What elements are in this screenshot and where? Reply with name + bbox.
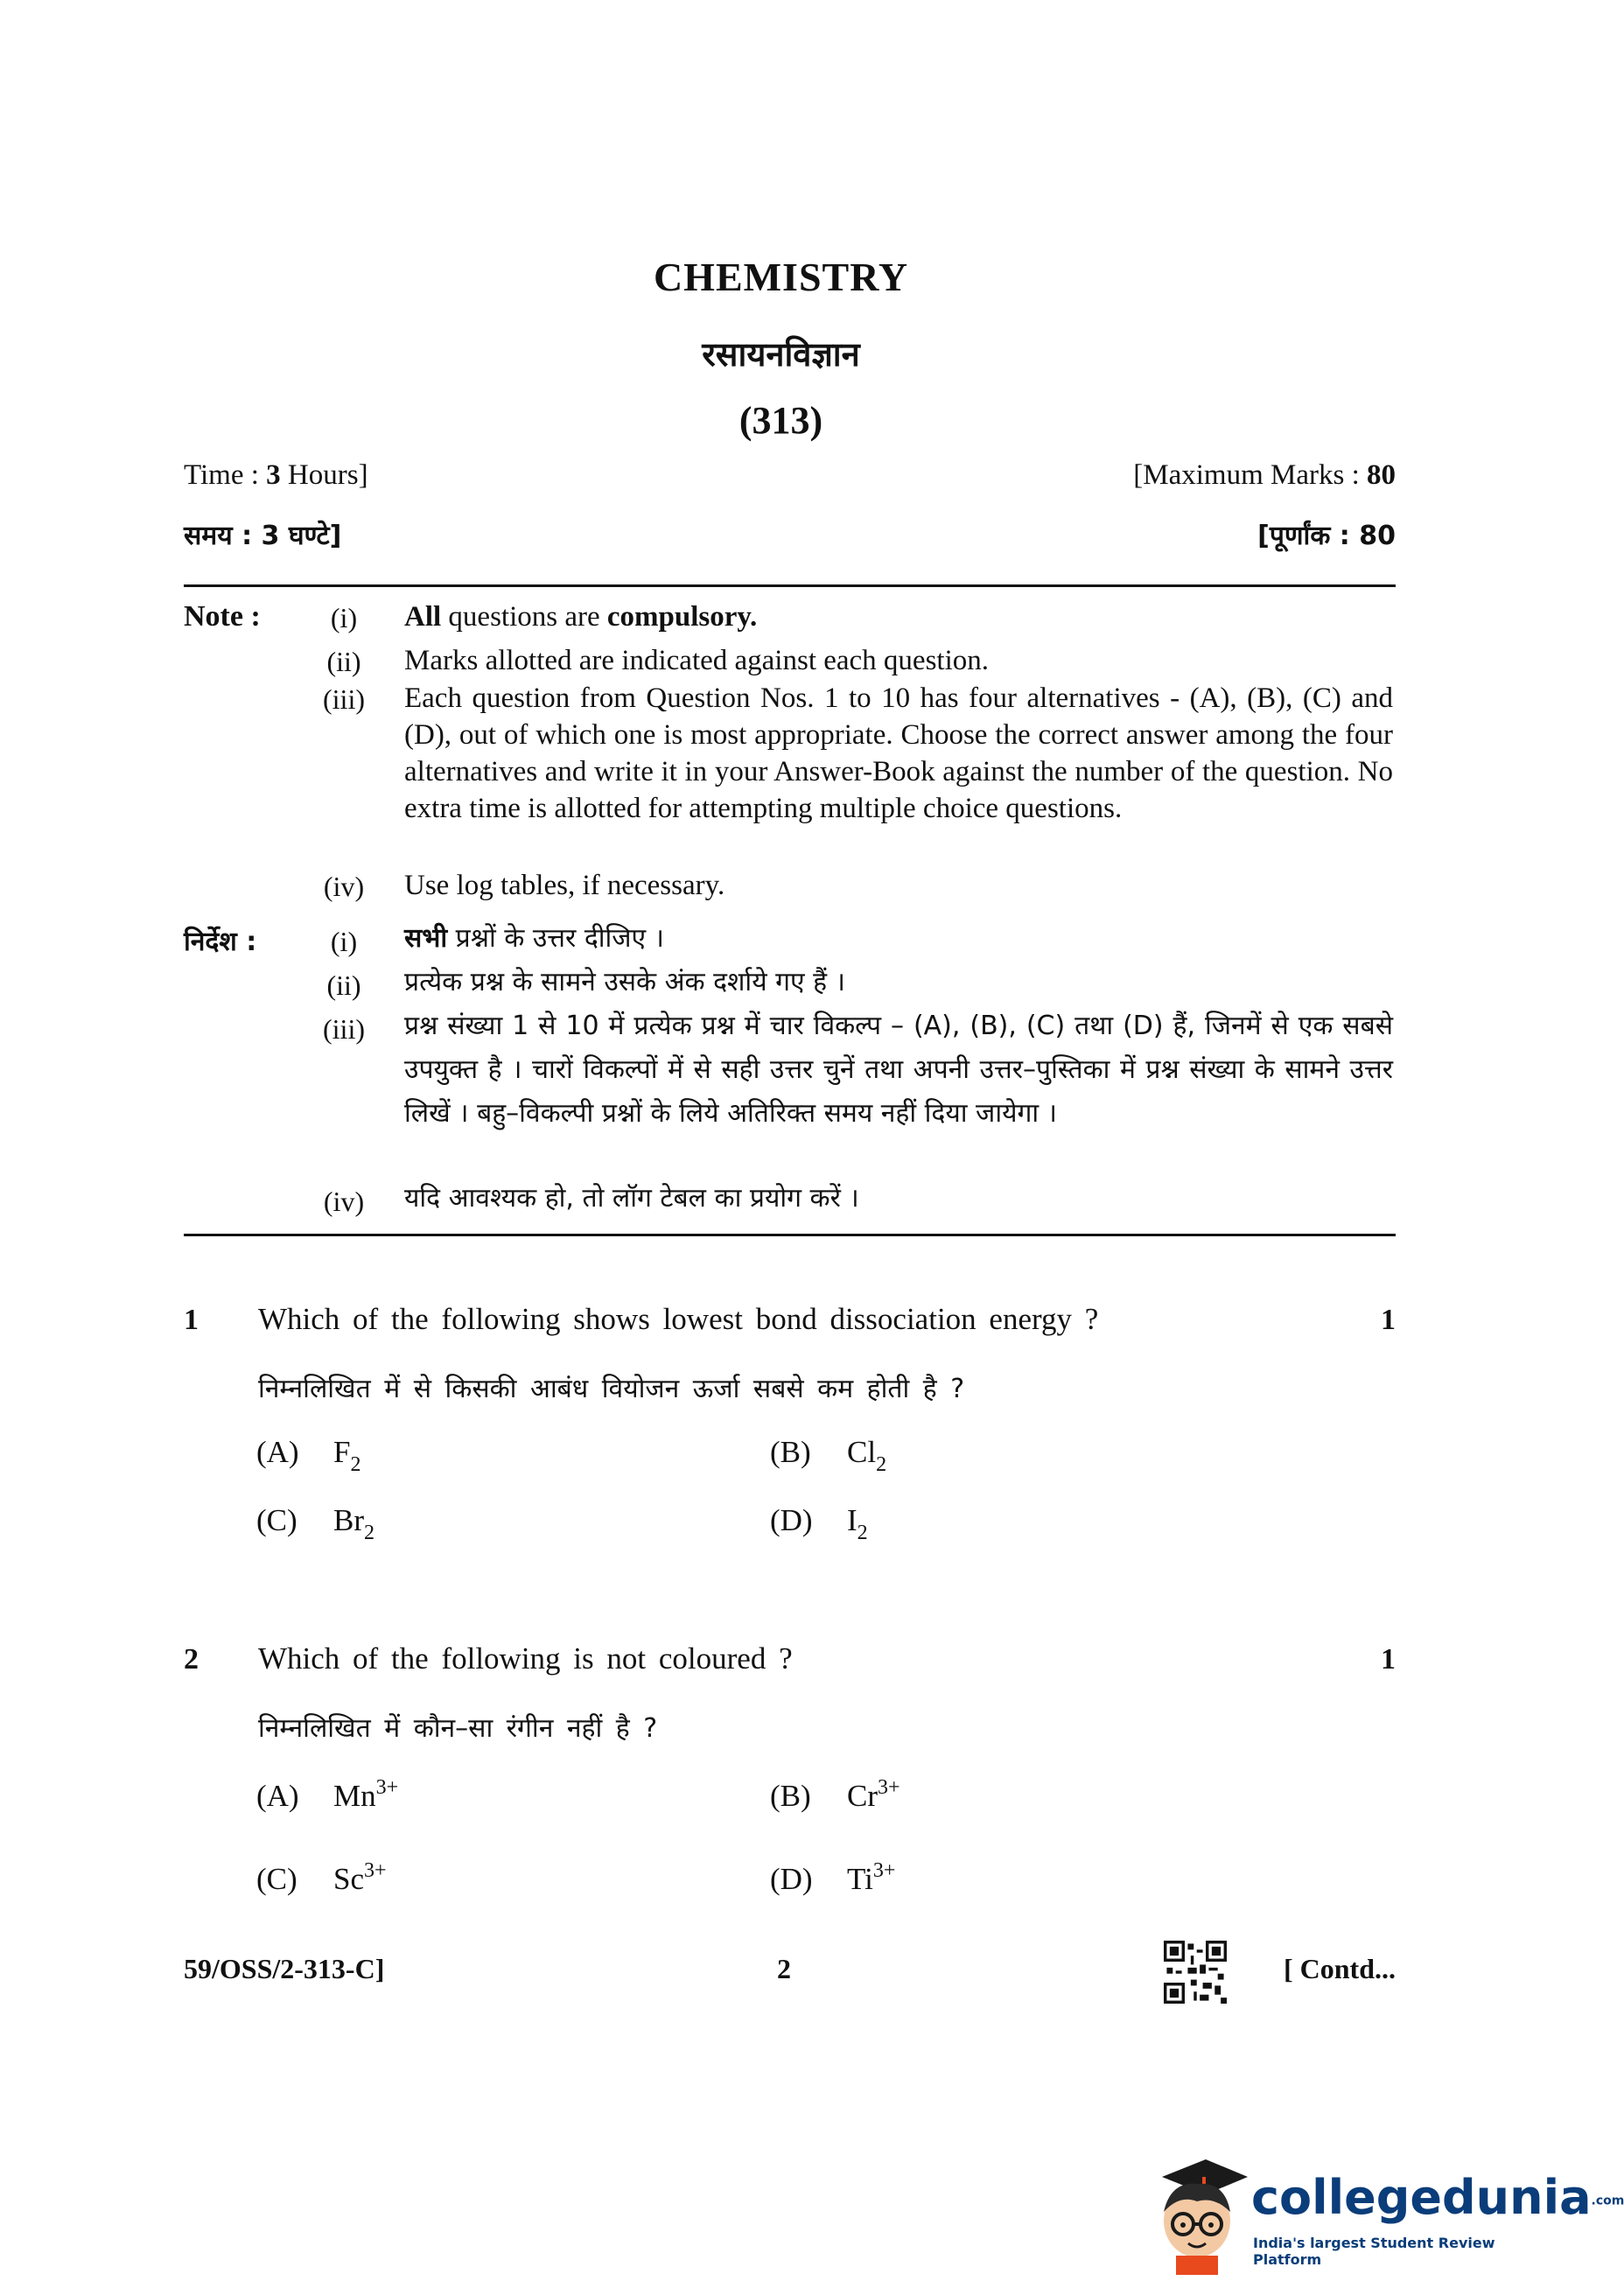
note-item-hindi: यदि आवश्यक हो, तो लॉग टेबल का प्रयोग करें । [404,1183,859,1214]
option-b: (B) $Cr^{3+}$ [770,1776,900,1813]
note-label-hindi: निर्देश : [184,927,257,957]
option-a: (A) $F_2$ [256,1435,361,1476]
page-number: 2 [777,1953,791,1984]
paper-code: 59/OSS/2-313-C] [184,1953,385,1984]
option-a: (A) $Mn^{3+}$ [256,1776,399,1813]
subject-code: (313) [738,399,823,442]
note-number: (ii) [326,969,361,1001]
note-label: Note : [184,600,261,633]
notes-divider [184,1234,1396,1236]
option-d: (D) $Ti^{3+}$ [770,1859,896,1896]
question-number: 2 [184,1643,199,1676]
time-allowed-hindi: समय : 3 घण्टे] [184,521,342,551]
maximum-marks: [Maximum Marks : 80 [1133,459,1396,491]
note-number: (iv) [323,871,365,902]
note-number: (i) [330,926,358,957]
note-item: All questions are compulsory. [404,601,758,633]
note-item-hindi: प्रश्न संख्या 1 से 10 में प्रत्येक प्रश्न में चार विकल्प – (A), (B), (C) तथा (D) हैं, जिनमें से एक सबसे उपयुक्त है । चारों विकल्पों में से सही उत्तर चुनें तथा अपनी उत्तर–पुस्तिका में प्रश्न संख्या के सामने उत्तर लिखें । बहु–विकल्पी प्रश्नों के लिये अतिरिक्त समय नहीं दिया जायेगा । [404,1011,1393,1129]
maximum-marks-hindi: [पूर्णांक : 80 [1257,521,1396,551]
note-number: (ii) [326,646,361,677]
note-item: Marks allotted are indicated against each question. [404,645,990,676]
question-marks: 1 [1381,1304,1396,1336]
qr-code-icon [1164,1941,1227,2004]
question-text: Which of the following is not coloured ? [258,1641,793,1676]
time-allowed: Time : 3 Hours] [184,459,368,491]
paper-title-hindi: रसायनविज्ञान [702,335,860,374]
note-number: (i) [330,602,358,633]
question-number: 1 [184,1304,199,1336]
note-number: (iii) [323,683,365,715]
option-b: (B) $Cl_2$ [770,1435,887,1476]
option-c: (C) $Br_2$ [256,1503,374,1544]
note-item-hindi: सभी प्रश्नों के उत्तर दीजिए । [404,923,665,954]
brand-logo: collegedunia.com [1251,2170,1624,2225]
note-item-hindi: प्रत्येक प्रश्न के सामने उसके अंक दर्शाये गए हैं । [404,967,845,997]
note-number: (iv) [323,1186,365,1217]
note-item: Each question from Question Nos. 1 to 10 has four alternatives - (A), (B), (C) and (D), out of which one is most appropriate. Choose the correct answer among the four alternatives and write it in your Answer-Book against the number of the question. No extra time is allotted for attempting multiple choice questions. [404,682,1393,824]
student-mascot-icon [1144,2144,1250,2275]
continued-label: [ Contd... [1283,1953,1396,1984]
note-item: Use log tables, if necessary. [404,870,725,901]
note-number: (iii) [323,1013,365,1045]
brand-tagline: India's largest Student Review Platform [1253,2235,1495,2268]
option-c: (C) $Sc^{3+}$ [256,1859,387,1896]
question-text-hindi: निम्नलिखित में कौन–सा रंगीन नहीं है ? [258,1713,658,1744]
paper-title: CHEMISTRY [653,255,909,299]
question-marks: 1 [1381,1643,1396,1676]
question-text-hindi: निम्नलिखित में से किसकी आबंध वियोजन ऊर्जा सबसे कम होती है ? [258,1374,965,1404]
option-d: (D) $I_2$ [770,1503,868,1544]
top-divider [184,584,1396,587]
question-text: Which of the following shows lowest bond dissociation energy ? [258,1302,1099,1336]
